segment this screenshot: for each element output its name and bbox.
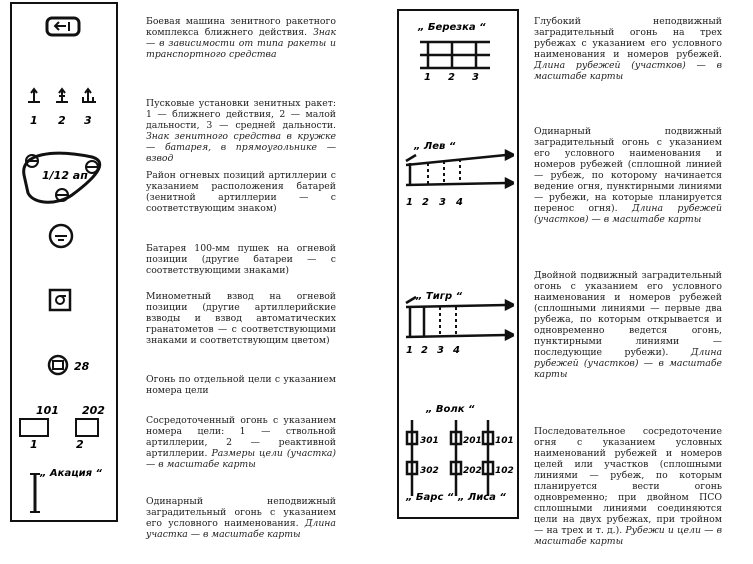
desc-single-moving-barrage [534, 126, 722, 225]
desc-text: Глубокий неподвижный заградительный огонь на трех рубежах с указанием его условного наименования и номеров рубежей. [534, 16, 722, 60]
berezka-num-3: 3 [472, 72, 479, 80]
akatsiya-label: „ Акация “ [40, 468, 102, 479]
tigr-barrage-symbol [402, 285, 514, 357]
launcher-num-2: 2 [58, 114, 66, 127]
concentrated-fire-symbol [18, 402, 110, 450]
sequential-fire-symbol [402, 400, 514, 508]
desc-mortar-platoon [146, 291, 336, 346]
desc-deep-fixed-barrage [534, 16, 722, 82]
berezka-barrage-symbol [410, 18, 506, 80]
volk-target-302: 302 [420, 466, 439, 476]
desc-text: Боевая машина зенитного ракетного комплекса ближнего действия. [146, 16, 336, 38]
mortar-platoon-symbol [48, 288, 72, 312]
akatsiya-barrage-symbol [26, 462, 112, 514]
launcher-num-3: 3 [84, 114, 92, 127]
berezka-label: „ Березка “ [418, 22, 486, 33]
desc-text: Огонь по отдельной цели с указанием номера цели [146, 374, 336, 396]
firing-area-label: 1/12 ап [42, 169, 88, 182]
tigr-num-4: 4 [453, 345, 460, 356]
desc-note: Длина рубежей (участков) — в масштабе карты [534, 60, 722, 82]
berezka-num-2: 2 [448, 72, 455, 80]
bars-label: „ Барс “ [406, 492, 454, 503]
volk-target-301: 301 [420, 436, 439, 446]
concentrated-num-202: 202 [82, 404, 105, 417]
desc-text: Двойной подвижный заградительный огонь с указанием его условного наименования и номеров рубежей (сплошными линиями — первые два рубежа, по которым открывается и одновременно ведется огонь, пунктирными линиями — последующие рубежи). [534, 270, 722, 358]
lev-num-3: 3 [439, 197, 446, 208]
desc-text: Одинарный подвижный заградительный огонь с указанием его условного наименования и номеров рубежей (сплошной линией — рубеж, по которому начинается ведение огня, пунктирными линиями — рубежи, на которые планируется перенос огня). [534, 126, 722, 214]
desc-text: Одинарный неподвижный заградительный огонь с указанием его условного наименования. [146, 496, 336, 529]
launcher-num-1: 1 [30, 114, 38, 127]
lev-num-1: 1 [406, 197, 413, 208]
lev-label: „ Лев “ [414, 141, 456, 152]
tigr-label: „ Тигр “ [416, 291, 463, 302]
concentrated-num-2: 2 [76, 438, 84, 450]
launcher-symbols [26, 86, 100, 128]
tigr-num-3: 3 [437, 345, 444, 356]
desc-note: Знак зенитного средства в кружке — батарея, в прямоугольнике — взвод [146, 131, 336, 164]
desc-text: Пусковые установки зенитных ракет: 1 — ближнего действия, 2 — малой дальности, 3 — средней дальности. [146, 98, 336, 131]
berezka-num-1: 1 [424, 72, 431, 80]
volk-target-101: 101 [495, 436, 514, 446]
desc-note: Знак — в зависимости от типа ракеты и транспортного средства [146, 27, 336, 60]
desc-note: Рубежи и цели — в масштабе карты [534, 525, 722, 547]
lev-num-2: 2 [422, 197, 429, 208]
desc-firing-area [146, 170, 336, 214]
desc-note: Длина рубежей (участков) — в масштабе карты [534, 203, 722, 225]
desc-text: Сосредоточенный огонь с указанием номера цели: 1 — ствольной артиллерии, 2 — реактивной артиллерии. [146, 415, 336, 459]
volk-target-202: 202 [463, 466, 482, 476]
desc-note: Длина рубежей (участков) — в масштабе карты [534, 347, 722, 380]
desc-text: Батарея 100-мм пушек на огневой позиции (другие батареи — с соответствующими знаками) [146, 243, 336, 276]
desc-double-moving-barrage [534, 270, 722, 380]
artillery-firing-area-symbol [14, 145, 106, 207]
lev-barrage-symbol [402, 137, 514, 209]
concentrated-num-1: 1 [30, 438, 38, 450]
desc-text: Район огневых позиций артиллерии с указанием расположения батарей (зенитной артиллерии — с соответствующим знаком) [146, 170, 336, 214]
concentrated-num-101: 101 [36, 404, 59, 417]
desc-target-fire [146, 374, 336, 396]
desc-single-fixed-barrage [146, 496, 336, 540]
battery-100mm-symbol [48, 223, 74, 249]
tigr-num-1: 1 [406, 345, 413, 356]
desc-note: Длина участка — в масштабе карты [146, 518, 336, 540]
desc-note: Размеры цели (участка) — в масштабе карты [146, 448, 336, 470]
target-fire-symbol [44, 352, 100, 380]
air-defense-vehicle-symbol [45, 16, 81, 38]
desc-text: Последовательное сосредоточение огня с указанием условных наименований рубежей и номеров целей или участков (сплошными линиями — рубеж, по которым планируется вести огонь одновременно; при двойном ПСО сплошными линиями соединяются цели на двух рубежах, при тройном — на трех и т. д.). [534, 426, 722, 536]
lisa-label: „ Лиса “ [458, 492, 506, 503]
target-number: 28 [74, 360, 90, 373]
volk-target-102: 102 [495, 466, 514, 476]
desc-sequential-fire [534, 426, 722, 547]
desc-launchers [146, 98, 336, 164]
desc-text: Минометный взвод на огневой позиции (другие артиллерийские взводы и взвод автоматических гранатометов — с соответствующими знаками и соответствующим цветом) [146, 291, 336, 346]
lev-num-4: 4 [456, 197, 463, 208]
tigr-num-2: 2 [421, 345, 428, 356]
volk-target-201: 201 [463, 436, 482, 446]
volk-label: „ Волк “ [426, 404, 475, 415]
desc-air-defense-vehicle [146, 16, 336, 60]
desc-battery [146, 243, 336, 276]
desc-concentrated-fire [146, 415, 336, 470]
